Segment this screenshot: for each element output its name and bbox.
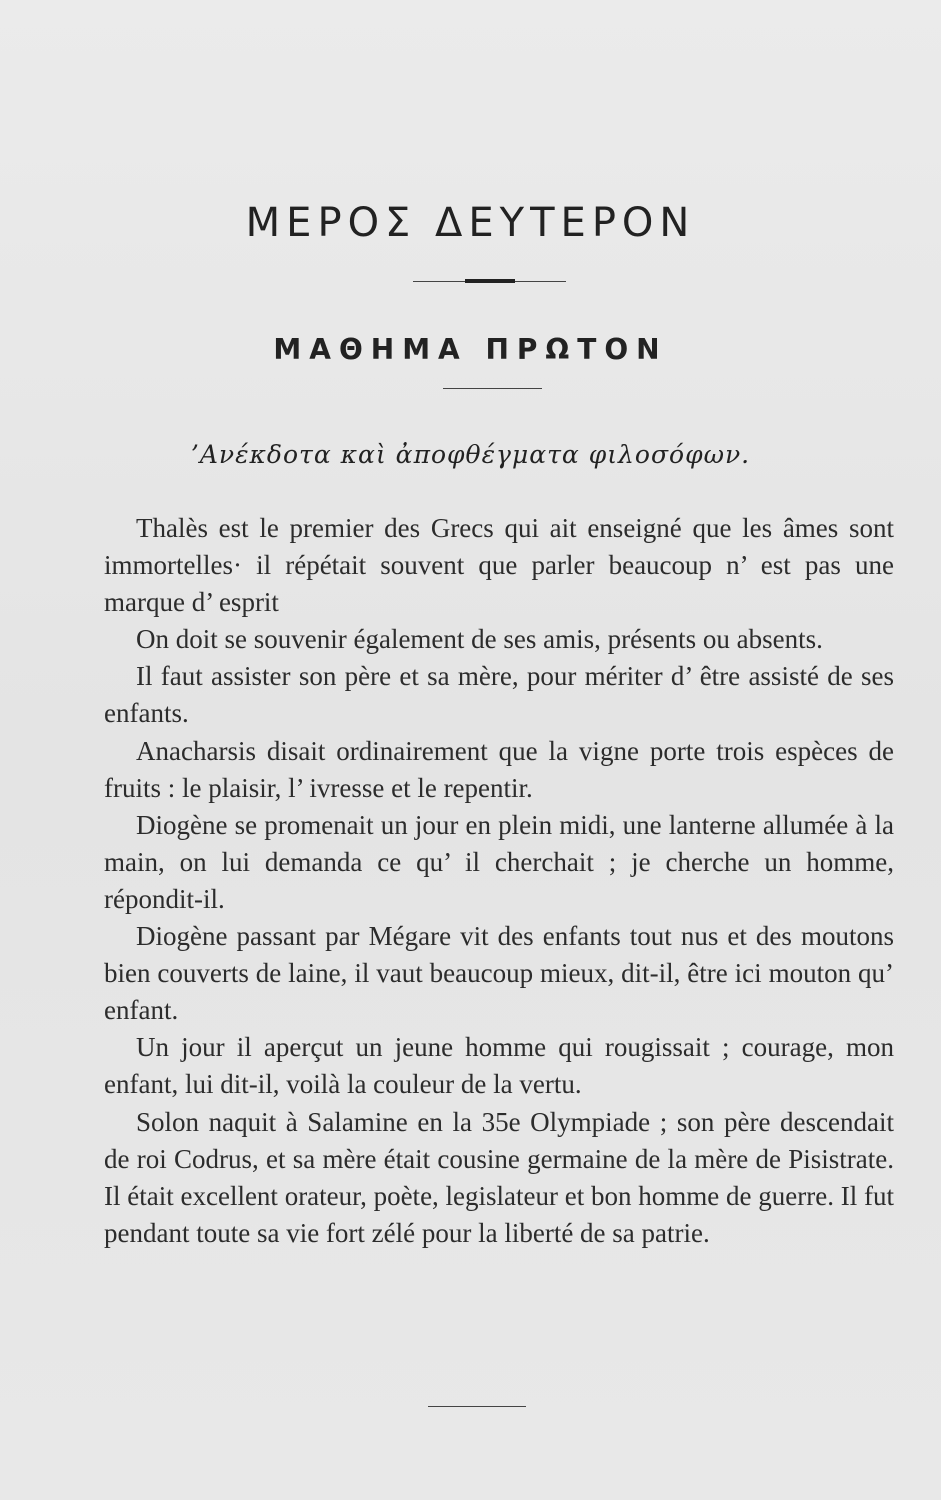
section-subtitle: ’Ανέκδοτα καὶ ἀποφθέγματα φιλοσόφων. <box>190 440 751 469</box>
paragraph-parents: Il faut assister son père et sa mère, pour mériter d’ être assisté de ses enfants. <box>104 661 894 729</box>
paragraph-diogenes-lantern: Diogène se promenait un jour en plein midi, une lanterne allumée à la main, on lui demanda ce qu’ il cherchait ; je cherche un homme, répondit-il. <box>104 809 894 914</box>
paragraph-diogenes-megara: Diogène passant par Mégare vit des enfants tout nus et des moutons bien couverts de laine, il vaut beaucoup mieux, dit-il, être ici mouton qu’ enfant. <box>104 921 894 1026</box>
ornamental-rule-center <box>465 279 515 283</box>
lesson-title: ΜΑΘΗΜΑ ΠΡΩΤΟΝ <box>273 333 668 366</box>
paragraph-thales: Thalès est le premier des Grecs qui ait enseigné que les âmes sont immortelles· il répétait souvent que parler beaucoup n’ est pas une marque d’ esprit <box>104 513 894 618</box>
part-title: ΜΕΡΟΣ ΔΕΥΤΕΡΟΝ <box>245 200 696 246</box>
paragraph-friends: On doit se souvenir également de ses amis, présents ou absents. <box>136 624 823 655</box>
body-text <box>104 510 894 1252</box>
closing-rule <box>428 1406 526 1407</box>
divider-rule <box>443 388 542 389</box>
paragraph-solon: Solon naquit à Salamine en la 35e Olympiade ; son père descendait de roi Codrus, et sa mère était cousine germaine de la mère de Pisistrate. Il était excellent orateur, poète, legislateur et bon homme de guerre. Il fut pendant toute sa vie fort zélé pour la liberté de sa patrie. <box>104 1106 894 1248</box>
paragraph-anacharsis: Anacharsis disait ordinairement que la vigne porte trois espèces de fruits : le plaisir, l’ ivresse et le repentir. <box>104 735 894 803</box>
paragraph-blushing-youth: Un jour il aperçut un jeune homme qui rougissait ; courage, mon enfant, lui dit-il, voilà la couleur de la vertu. <box>104 1032 894 1100</box>
